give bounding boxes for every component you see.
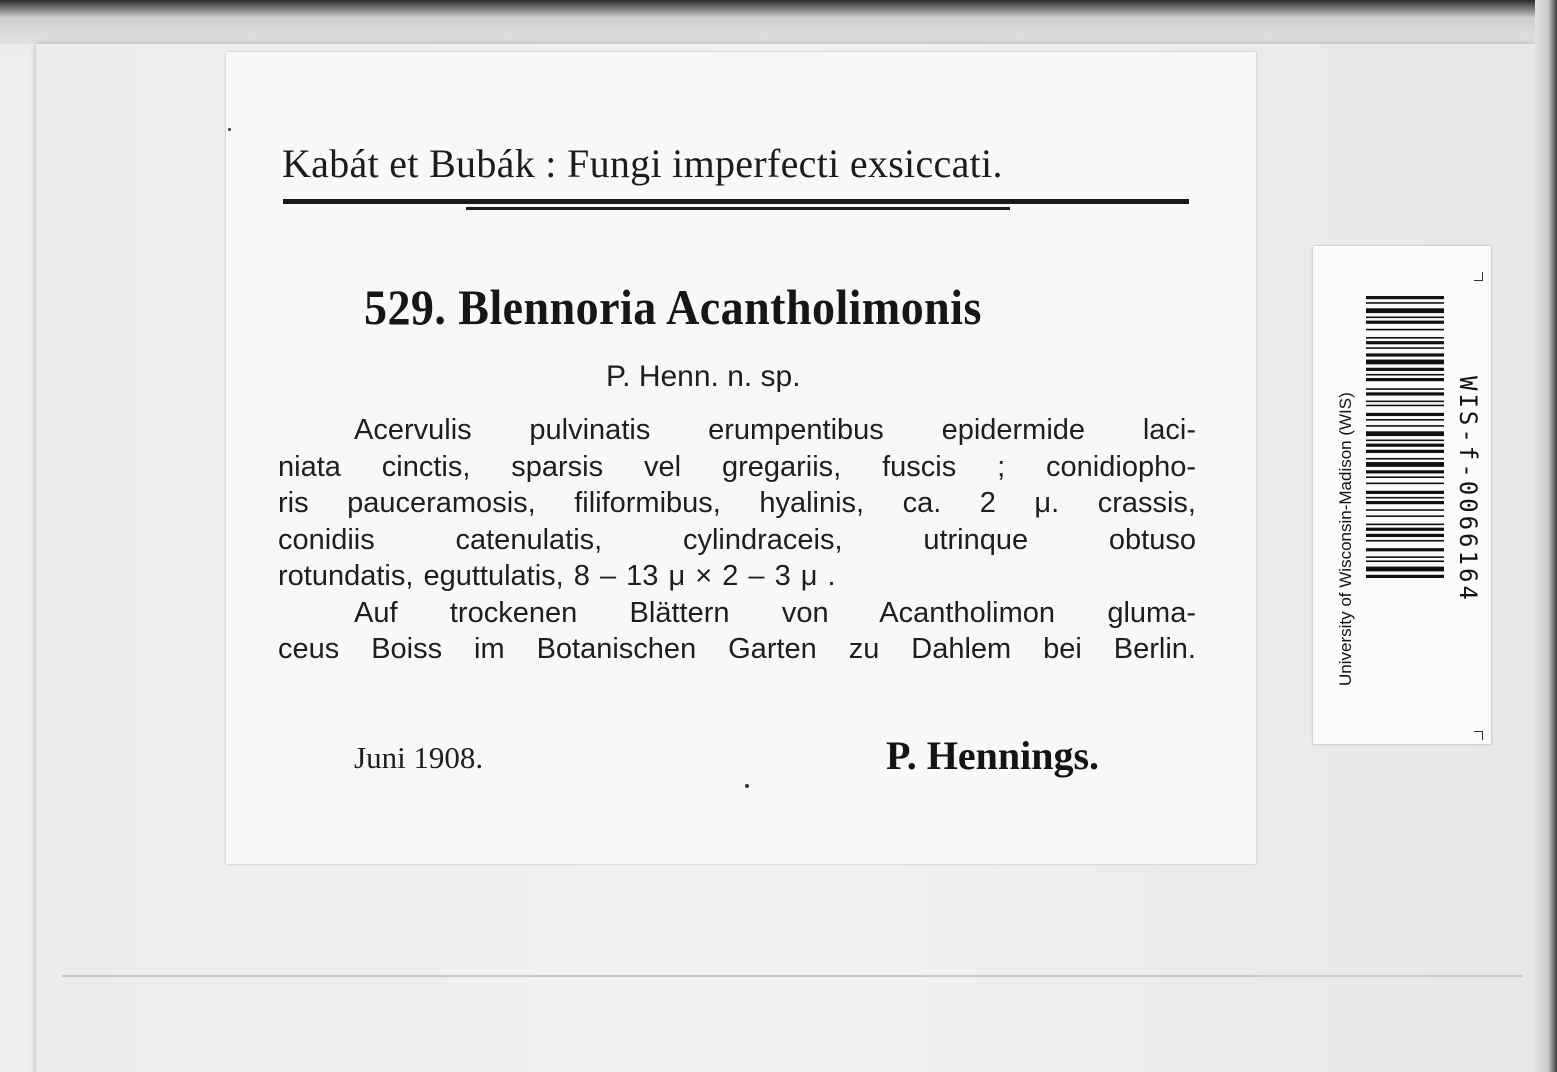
sheet-fold-line (62, 975, 1522, 977)
title-rule (283, 199, 1189, 204)
exsiccata-label (226, 52, 1256, 864)
background-sheet (0, 0, 1557, 44)
description-line: Auf trockenen Blättern von Acantholimon gluma- (354, 596, 1196, 629)
species-title: 529. Blennoria Acantholimonis (364, 279, 982, 335)
corner-mark (1474, 731, 1483, 740)
corner-mark (1474, 272, 1483, 281)
dust-speck (745, 784, 749, 788)
description-line: niata cinctis, sparsis vel gregariis, fuscis ; conidiopho- (278, 450, 1196, 483)
dust-speck (228, 128, 231, 131)
barcode-icon (1366, 296, 1444, 690)
collector-name: P. Hennings. (886, 733, 1100, 778)
sheet-edge (1535, 0, 1557, 1072)
catalog-number: WIS-f-0066164 (1454, 376, 1482, 603)
description-line: Acervulis pulvinatis erumpentibus epidermide laci- (354, 414, 1196, 446)
institution-name: University of Wisconsin-Madison (WIS) (1336, 392, 1355, 686)
series-title: Kabát et Bubák : Fungi imperfecti exsiccati. (282, 141, 1003, 186)
species-description (278, 412, 1196, 668)
description-line: conidiis catenulatis, cylindraceis, utrinque obtuso (278, 523, 1196, 556)
collection-date: Juni 1908. (354, 740, 484, 775)
description-line: ris pauceramosis, filiformibus, hyalinis, ca. 2 μ. crassis, (278, 487, 1196, 519)
species-author: P. Henn. n. sp. (606, 360, 801, 393)
description-line: ceus Boiss im Botanischen Garten zu Dahlem bei Berlin. (278, 633, 1196, 665)
description-line: rotundatis, eguttulatis, 8 – 13 μ × 2 – 3 μ . (278, 560, 836, 592)
title-rule-short (466, 207, 1010, 210)
